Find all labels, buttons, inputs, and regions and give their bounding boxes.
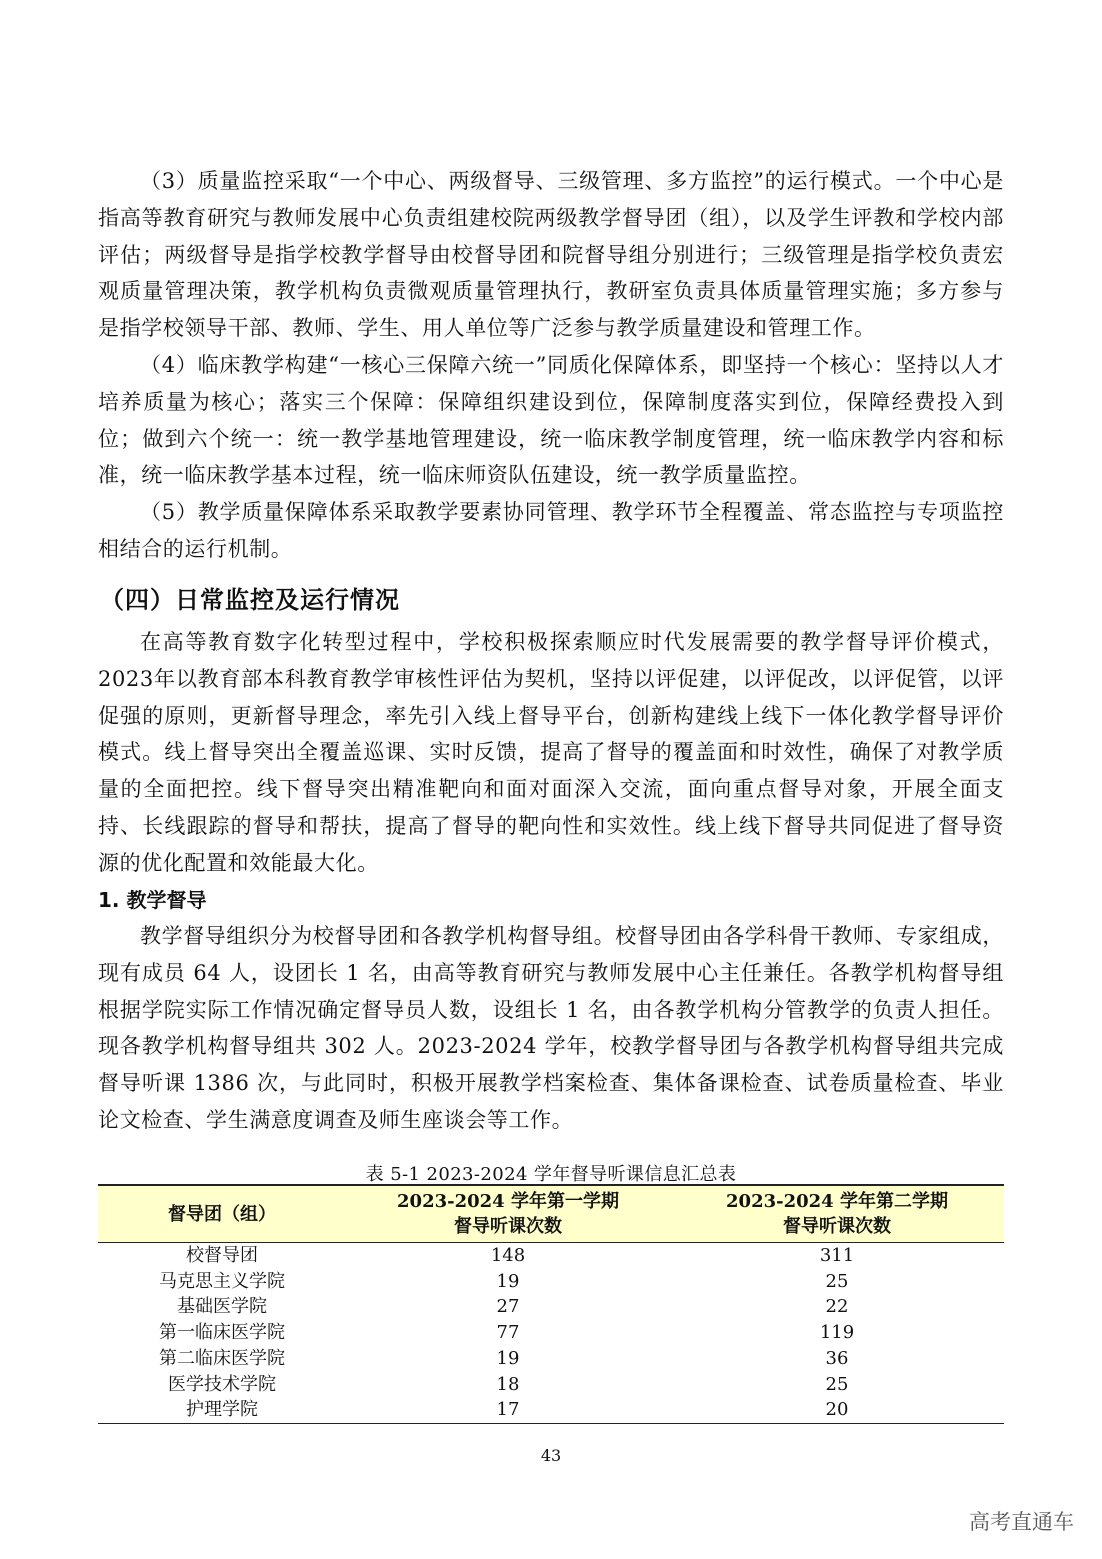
paragraph-daily-monitoring: 在高等教育数字化转型过程中，学校积极探索顺应时代发展需要的教学督导评价模式，2023年以教育部本科教育教学审核性评估为契机，坚持以评促建，以评促改，以评促管，以评促强的原则，更新督导理念，率先引入线上督导平台，创新构建线上线下一体化教学督导评价模式。线上督导突出全覆盖巡课、实时反馈，提高了督导的覆盖面和时效性，确保了对教学质量的全面把控。线下督导突出精准靶向和面对面深入交流，面向重点督导对象，开展全面支持、长线跟踪的督导和帮扶，提高了督导的靶向性和实效性。线上线下督导共同促进了督导资源的优化配置和效能最大化。 — [98, 630, 1004, 875]
cell-group: 第二临床医学院 — [159, 1347, 285, 1369]
paragraph-quality-assurance-mechanism: （5）教学质量保障体系采取教学要素协同管理、教学环节全程覆盖、常态监控与专项监控相结合的运行机制。 — [98, 500, 1004, 561]
cell-term1: 19 — [496, 1270, 520, 1292]
cell-term1: 77 — [496, 1322, 520, 1344]
header-term2: 2023-2024 学年第二学期 督导听课次数 — [670, 1185, 1004, 1243]
cell-term2: 22 — [825, 1296, 849, 1318]
table-row — [98, 1320, 1004, 1346]
cell-term2: 25 — [825, 1373, 849, 1395]
watermark-text: 高考直通车 — [969, 1510, 1074, 1534]
table-header-row — [98, 1185, 1004, 1243]
cell-group: 基础医学院 — [177, 1296, 267, 1318]
table-row — [98, 1294, 1004, 1320]
table-row — [98, 1346, 1004, 1372]
supervision-table — [98, 1184, 1004, 1424]
cell-group: 第一临床医学院 — [159, 1322, 285, 1344]
paragraph-clinical-teaching: （4）临床教学构建“一核心三保障六统一”同质化保障体系，即坚持一个核心：坚持以人才培养质量为核心；落实三个保障：保障组织建设到位，保障制度落实到位，保障经费投入到位；做到六个统一：统一教学基地管理建设，统一临床教学制度管理，统一临床教学内容和标准，统一临床教学基本过程，统一临床师资队伍建设，统一教学质量监控。 — [98, 353, 1004, 488]
table-row — [98, 1269, 1004, 1295]
cell-group: 校督导团 — [186, 1245, 258, 1266]
table-row — [98, 1397, 1004, 1423]
cell-term1: 27 — [496, 1296, 520, 1318]
cell-term1: 17 — [346, 1397, 670, 1423]
cell-term2: 119 — [819, 1322, 855, 1344]
table-caption: 表 5-1 2023-2024 学年督导听课信息汇总表 — [365, 1164, 737, 1185]
cell-term1: 18 — [496, 1373, 520, 1395]
cell-group: 马克思主义学院 — [159, 1270, 285, 1292]
header-group: 督导团（组） — [98, 1185, 346, 1243]
table-row — [98, 1372, 1004, 1398]
cell-group: 护理学院 — [98, 1397, 346, 1423]
cell-term1: 19 — [496, 1347, 520, 1369]
cell-term2: 20 — [670, 1397, 1004, 1423]
cell-term2: 25 — [825, 1270, 849, 1292]
page-number: 43 — [540, 1446, 562, 1465]
cell-term1: 148 — [490, 1245, 526, 1266]
header-term1: 2023-2024 学年第一学期 督导听课次数 — [346, 1185, 670, 1243]
section-heading: （四）日常监控及运行情况 — [100, 586, 400, 614]
cell-group: 医学技术学院 — [168, 1373, 276, 1395]
paragraph-supervision-organization: 教学督导组织分为校督导团和各教学机构督导组。校督导团由各学科骨干教师、专家组成，现有成员 64 人，设团长 1 名，由高等教育研究与教师发展中心主任兼任。各教学机构督导组根据学院实际工作情况确定督导员人数，设组长 1 名，由各教学机构分管教学的负责人担任。现各教学机构督导组共 302 人。2023-2024 学年，校教学督导团与各教学机构督导组共完成督导听课 1386 次，与此同时，积极开展教学档案检查、集体备课检查、试卷质量检查、毕业论文检查、学生满意度调查及师生座谈会等工作。 — [98, 924, 1004, 1132]
paragraph-quality-monitoring: （3）质量监控采取“一个中心、两级督导、三级管理、多方监控”的运行模式。一个中心是指高等教育研究与教师发展中心负责组建校院两级教学督导团（组），以及学生评教和学校内部评估；两级督导是指学校教学督导由校督导团和院督导组分别进行；三级管理是指学校负责宏观质量管理决策，教学机构负责微观质量管理执行，教研室负责具体质量管理实施；多方参与是指学校领导干部、教师、学生、用人单位等广泛参与教学质量建设和管理工作。 — [98, 169, 1004, 341]
table-row — [98, 1243, 1004, 1269]
cell-term2: 36 — [825, 1347, 849, 1369]
cell-term2: 311 — [819, 1245, 855, 1266]
subheading-teaching-supervision: 1. 教学督导 — [98, 888, 207, 912]
